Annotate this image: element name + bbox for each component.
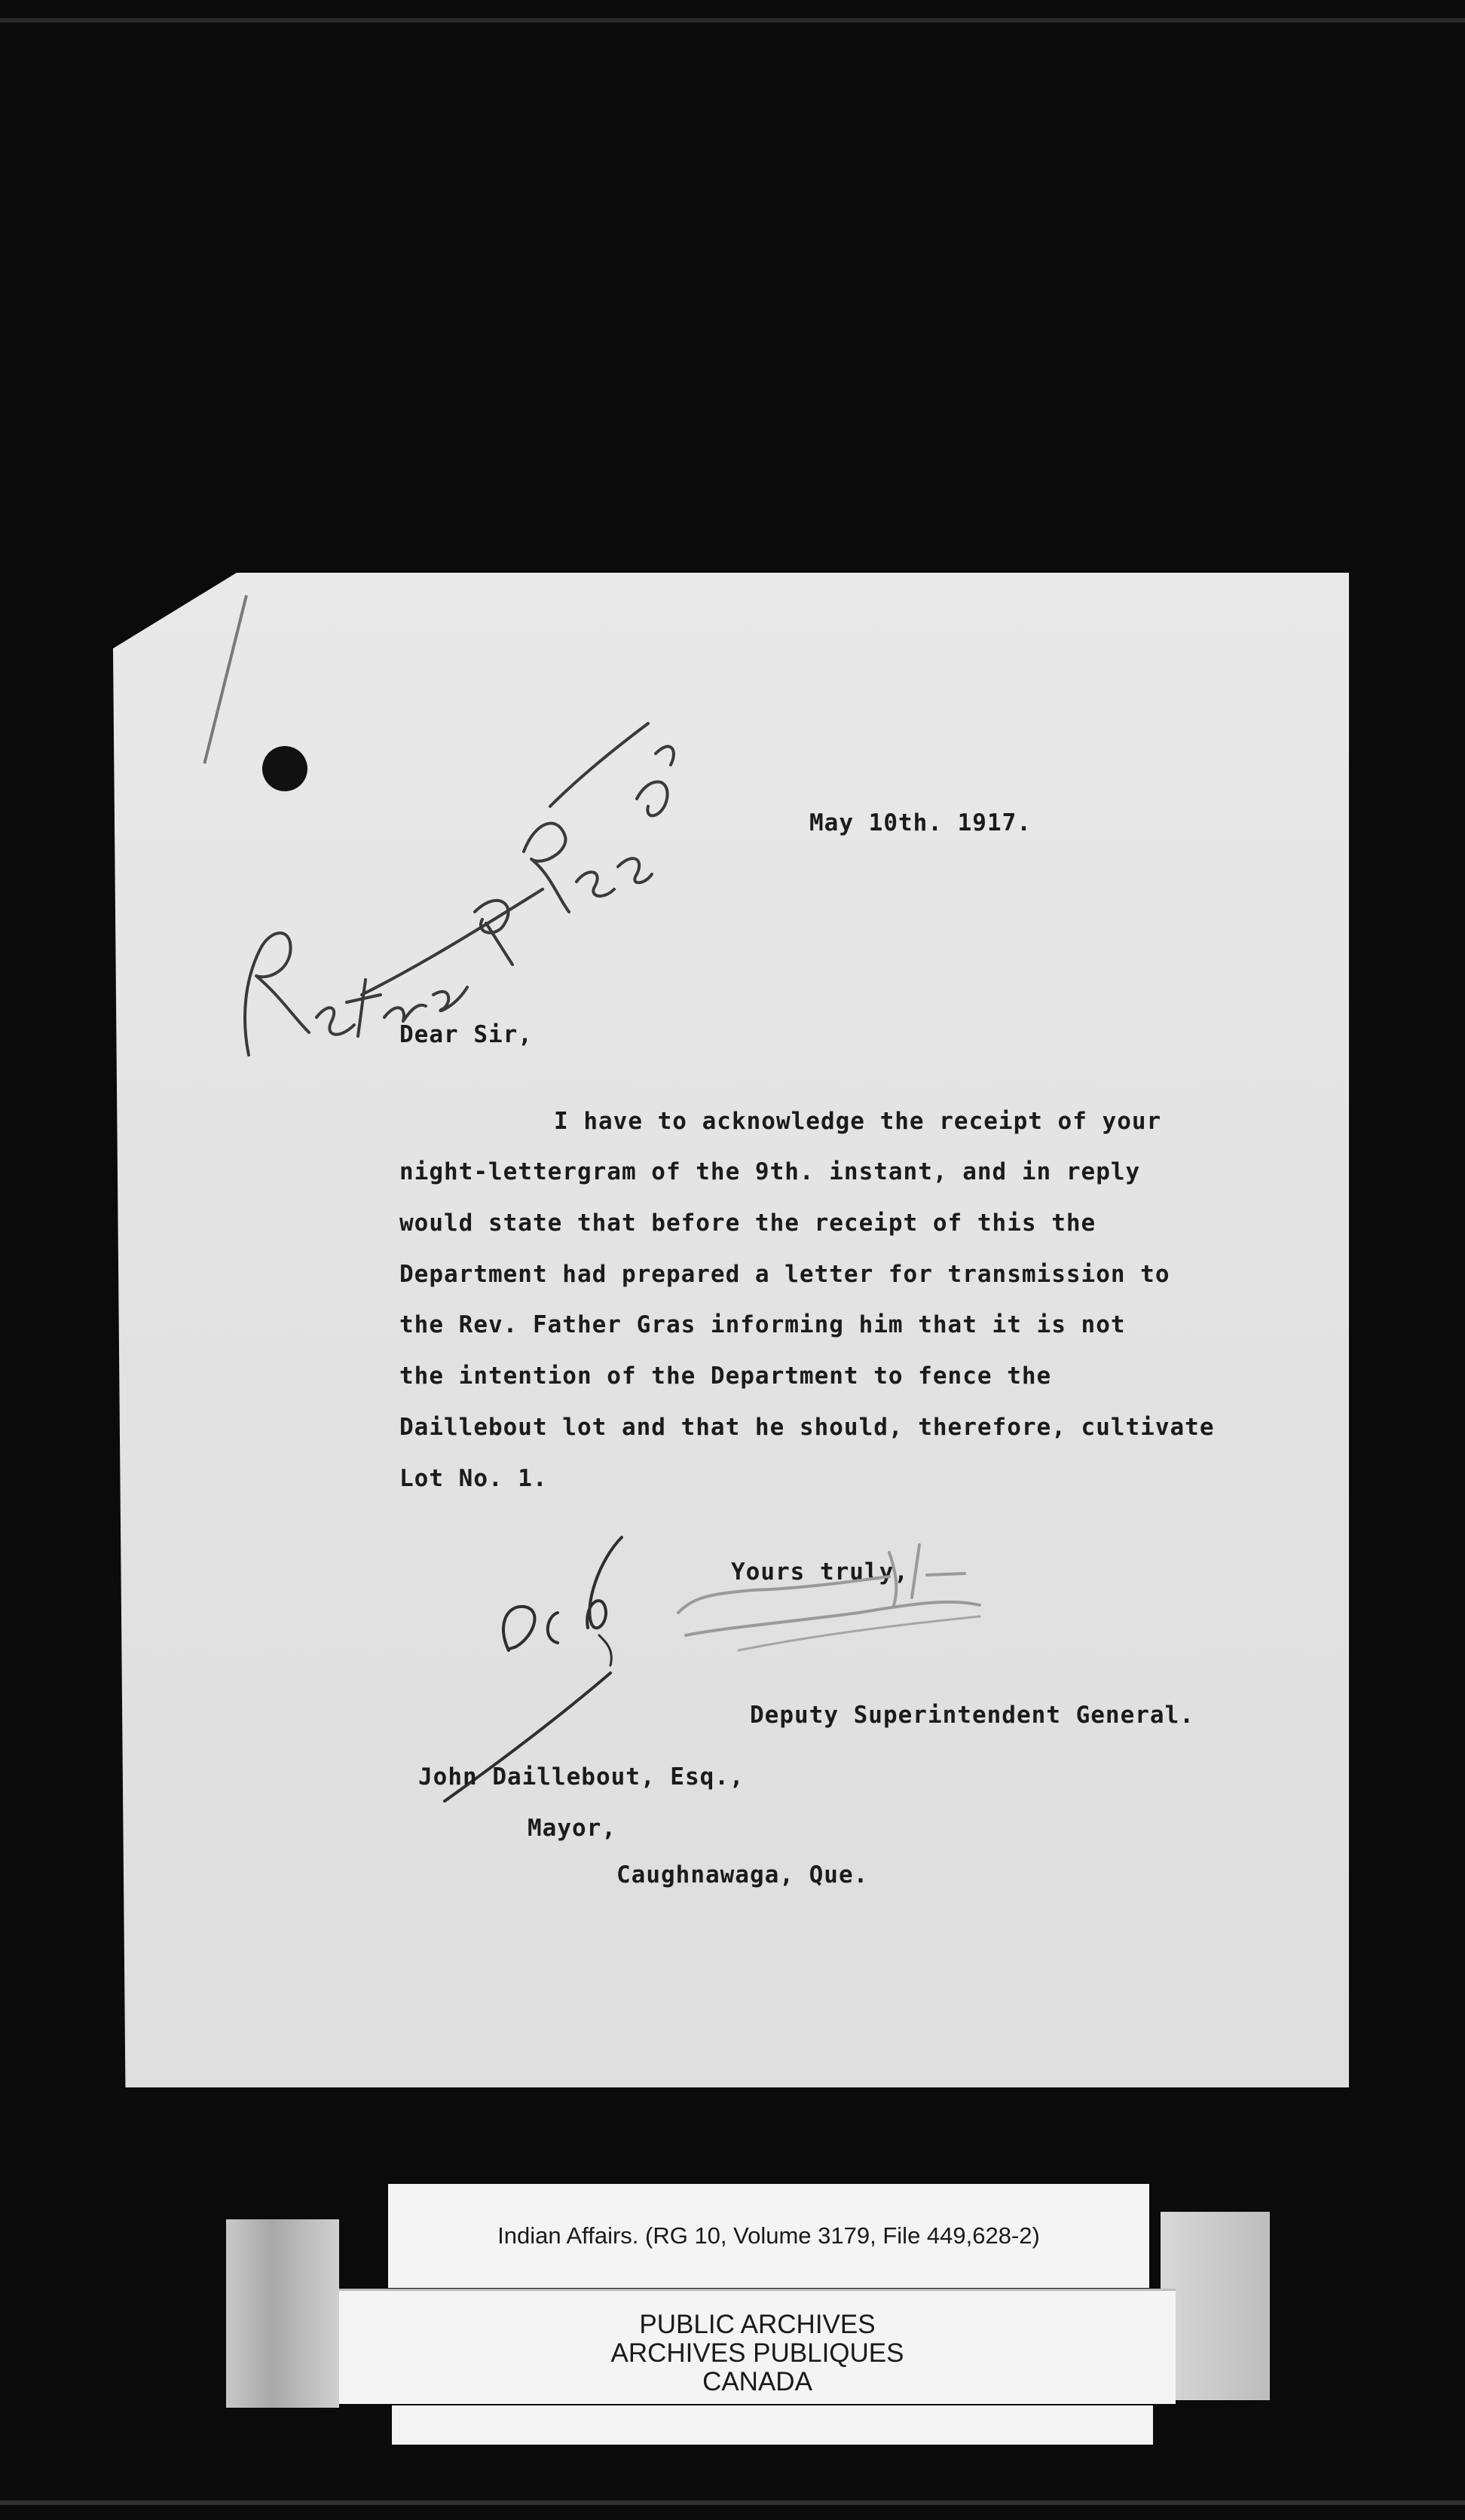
recipient-title: Mayor,: [528, 1815, 616, 1842]
body-line: the Rev. Father Gras informing him that it is not: [399, 1311, 1126, 1338]
film-edge-bottom: [0, 2500, 1465, 2505]
salutation: Dear Sir,: [399, 1021, 533, 1048]
letter-date: May 10th. 1917.: [809, 809, 1032, 836]
body-line: night-lettergram of the 9th. instant, and in reply: [399, 1158, 1141, 1185]
archives-label: [339, 2291, 1176, 2404]
recipient-place: Caughnawaga, Que.: [616, 1861, 869, 1888]
archives-label-line: CANADA: [702, 2367, 812, 2396]
body-line: Department had prepared a letter for transmission to: [399, 1261, 1170, 1288]
body-line: Lot No. 1.: [399, 1465, 548, 1492]
archive-gray-block-left: [226, 2219, 339, 2408]
archive-reference-label: Indian Affairs. (RG 10, Volume 3179, File 449,628-2): [388, 2184, 1149, 2288]
signatory-title: Deputy Superintendent General.: [750, 1702, 1194, 1729]
body-line: would state that before the receipt of this the: [399, 1210, 1096, 1237]
body-line: Daillebout lot and that he should, therefore, cultivate: [399, 1414, 1215, 1441]
archive-gray-block-right: [1161, 2212, 1270, 2400]
archives-label-line: PUBLIC ARCHIVES: [639, 2310, 876, 2339]
archive-blank-strip: [392, 2405, 1153, 2445]
body-line: the intention of the Department to fence the: [399, 1362, 1052, 1390]
film-edge-top: [0, 18, 1465, 23]
body-line: I have to acknowledge the receipt of your: [554, 1108, 1162, 1135]
closing: Yours truly,: [731, 1558, 909, 1586]
recipient-name: John Daillebout, Esq.,: [418, 1763, 745, 1791]
archives-label-line: ARCHIVES PUBLIQUES: [610, 2338, 904, 2368]
